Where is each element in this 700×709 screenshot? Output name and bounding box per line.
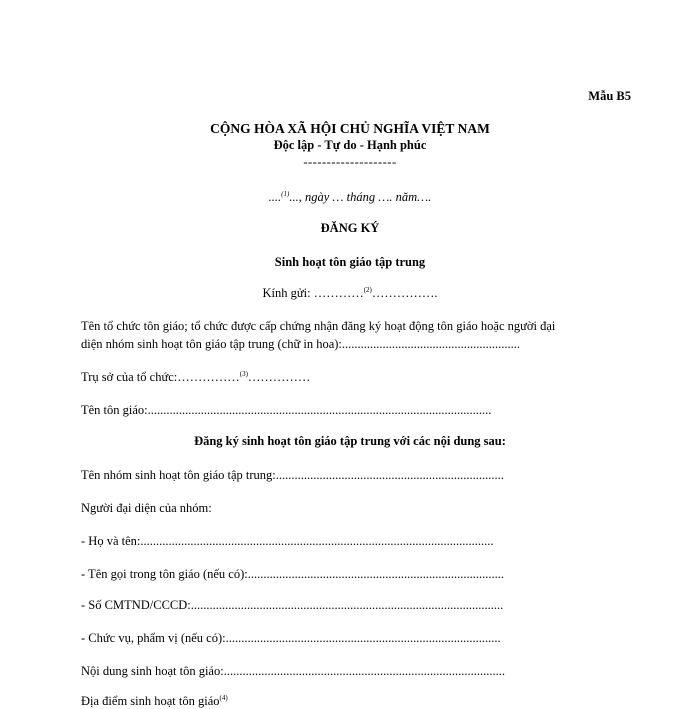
date-line xyxy=(0,190,700,205)
religion-name-field: Tên tôn giáo:.............................................................................................................. xyxy=(81,403,492,417)
motto: Độc lập - Tự do - Hạnh phúc xyxy=(273,138,427,152)
document-title: ĐĂNG KÝ xyxy=(320,221,380,235)
group-name-field: Tên nhóm sinh hoạt tôn giáo tập trung:......................................................................... xyxy=(81,468,504,482)
note-ref-3: (3) xyxy=(239,369,248,378)
full-name-field: - Họ và tên:................................................................................................................. xyxy=(81,534,494,548)
document-subtitle: Sinh hoạt tôn giáo tập trung xyxy=(274,255,426,269)
org-name-line1: Tên tổ chức tôn giáo; tổ chức được cấp chứng nhận đăng ký hoạt động tôn giáo hoặc người đại xyxy=(81,319,556,333)
note-ref-4: (4) xyxy=(219,693,228,702)
location-prefix: Địa điểm sinh hoạt tôn giáo xyxy=(81,694,220,708)
recipient-suffix: ……………. xyxy=(371,286,438,300)
headquarters-suffix: …………… xyxy=(247,370,311,384)
location-field xyxy=(81,694,228,709)
representative-heading: Người đại diện của nhóm: xyxy=(81,501,212,515)
form-code: Mẫu B5 xyxy=(588,89,631,103)
header-separator: -------------------- xyxy=(303,155,397,169)
headquarters-field xyxy=(81,370,310,385)
id-number-field: - Số CMTND/CCCD:.................................................................................................... xyxy=(81,598,504,612)
date-line-suffix: ..., ngày … tháng …. năm…. xyxy=(289,190,432,204)
recipient-line xyxy=(0,286,700,301)
headquarters-prefix: Trụ sở của tổ chức:…………… xyxy=(81,370,240,384)
note-ref-1: (1) xyxy=(281,189,290,198)
religious-name-field: - Tên gọi trong tôn giáo (nếu có):.................................................................................. xyxy=(81,567,504,581)
date-line-prefix: .... xyxy=(268,190,282,204)
note-ref-2: (2) xyxy=(363,285,372,294)
position-rank-field: - Chức vụ, phẩm vị (nếu có):........................................................................................ xyxy=(81,631,501,645)
activity-content-field: Nội dung sinh hoạt tôn giáo:.......................................................................................... xyxy=(81,664,505,678)
org-name-line2: diện nhóm sinh hoạt tôn giáo tập trung (chữ in hoa):......................................................... xyxy=(81,337,521,351)
nation-title: CỘNG HÒA XÃ HỘI CHỦ NGHĨA VIỆT NAM xyxy=(210,121,490,136)
recipient-prefix: Kính gửi: ………… xyxy=(262,286,364,300)
section-heading: Đăng ký sinh hoạt tôn giáo tập trung với các nội dung sau: xyxy=(194,434,506,448)
